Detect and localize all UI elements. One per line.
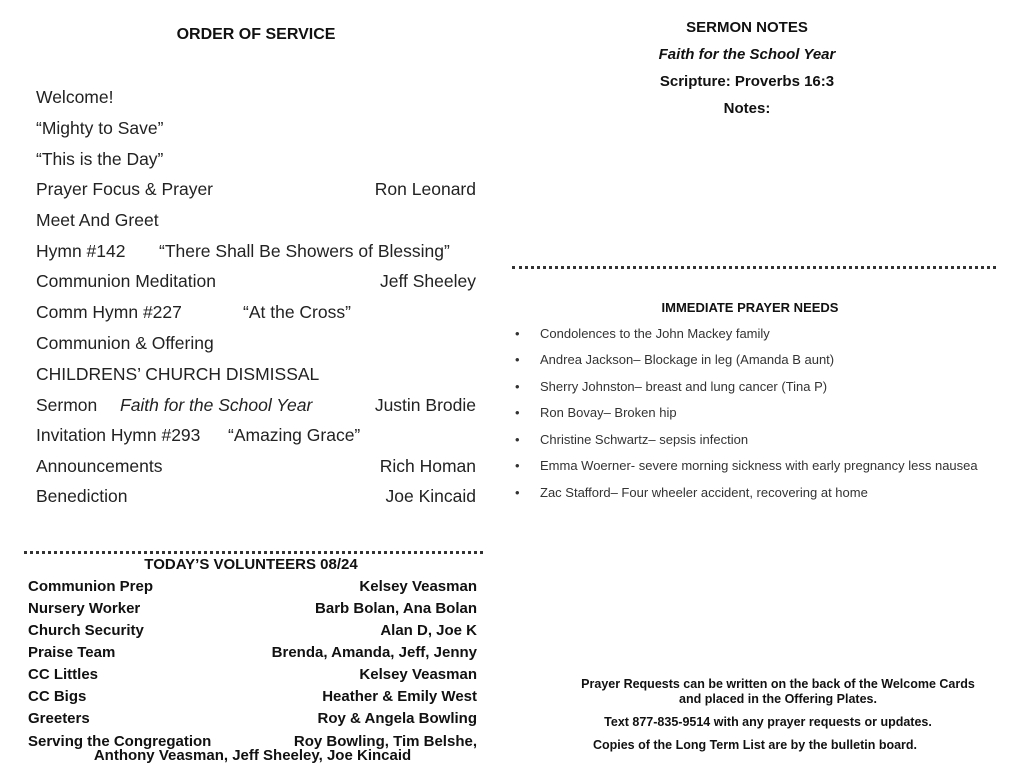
- bullet-icon: •: [515, 326, 520, 341]
- volunteer-role: Serving the Congregation: [28, 733, 212, 750]
- service-item: [36, 271, 476, 295]
- volunteer-role: CC Littles: [28, 666, 99, 683]
- service-item-leader: Joe Kincaid: [385, 486, 476, 506]
- volunteer-row: [28, 600, 477, 620]
- order-of-service-title: ORDER OF SERVICE: [176, 26, 336, 43]
- volunteer-role: CC Bigs: [28, 688, 87, 705]
- service-item-label: Communion Meditation: [36, 271, 216, 291]
- service-item-song: “Amazing Grace”: [228, 425, 361, 445]
- volunteer-names: Heather & Emily West: [322, 688, 477, 705]
- prayer-need-text: Emma Woerner- severe morning sickness with early pregnancy less nausea: [540, 458, 978, 473]
- prayer-needs-title: IMMEDIATE PRAYER NEEDS: [661, 300, 839, 315]
- service-item-label: Hymn #142: [36, 241, 126, 261]
- prayer-need-item: [515, 405, 677, 423]
- sermon-subtitle: Faith for the School Year: [658, 46, 836, 63]
- prayer-need-item: [515, 379, 827, 397]
- service-item-label: Benediction: [36, 486, 128, 506]
- service-item-leader: Jeff Sheeley: [380, 271, 476, 291]
- service-item-song: “At the Cross”: [243, 302, 351, 322]
- service-item-label: Welcome!: [36, 87, 114, 107]
- footer-line: Prayer Requests can be written on the back of the Welcome Cards: [581, 677, 975, 691]
- footer-copies-line: Copies of the Long Term List are by the bulletin board.: [592, 738, 918, 752]
- service-item-leader: Rich Homan: [379, 456, 476, 476]
- volunteer-names: Barb Bolan, Ana Bolan: [315, 600, 477, 617]
- service-item: [36, 118, 476, 142]
- service-item-label: Prayer Focus & Prayer: [36, 179, 213, 199]
- bullet-icon: •: [515, 458, 520, 473]
- volunteer-role: Communion Prep: [28, 578, 154, 595]
- service-item: [36, 210, 476, 234]
- service-item: [36, 486, 476, 510]
- service-item-sermon-title: Faith for the School Year: [120, 395, 313, 415]
- service-item: [36, 87, 476, 111]
- bullet-icon: •: [515, 379, 520, 394]
- dotted-divider: [512, 266, 996, 269]
- footer-line: and placed in the Offering Plates.: [679, 692, 877, 706]
- service-item: [36, 333, 476, 357]
- service-item: [36, 179, 476, 203]
- service-item: [36, 395, 476, 419]
- dotted-divider: [24, 551, 483, 554]
- bullet-icon: •: [515, 485, 520, 500]
- prayer-need-text: Ron Bovay– Broken hip: [540, 405, 677, 420]
- sermon-scripture: Scripture: Proverbs 16:3: [659, 73, 835, 90]
- service-item-label: Announcements: [36, 456, 163, 476]
- volunteer-names: Roy Bowling, Tim Belshe,: [293, 733, 477, 750]
- bullet-icon: •: [515, 432, 520, 447]
- service-item-leader: Justin Brodie: [374, 395, 476, 415]
- prayer-need-text: Sherry Johnston– breast and lung cancer (Tina P): [540, 379, 828, 394]
- volunteer-row: [28, 622, 477, 642]
- volunteer-names-continued: Anthony Veasman, Jeff Sheeley, Joe Kincaid: [93, 747, 412, 764]
- prayer-need-item: [515, 458, 978, 476]
- volunteer-names: Alan D, Joe K: [380, 622, 477, 639]
- service-item-label: Meet And Greet: [36, 210, 159, 230]
- volunteer-names: Kelsey Veasman: [359, 666, 477, 683]
- prayer-need-item: [515, 326, 770, 344]
- volunteer-row: [28, 710, 477, 730]
- service-item: [36, 456, 476, 480]
- volunteers-title: TODAY’S VOLUNTEERS 08/24: [144, 556, 358, 573]
- sermon-notes-label: Notes:: [723, 100, 771, 117]
- prayer-need-item: [515, 432, 748, 450]
- volunteer-names: Brenda, Amanda, Jeff, Jenny: [271, 644, 477, 661]
- volunteer-role: Church Security: [28, 622, 144, 639]
- footer-text-line: Text 877-835-9514 with any prayer requests or updates.: [604, 715, 932, 729]
- volunteer-row: [28, 644, 477, 664]
- volunteer-names: Roy & Angela Bowling: [317, 710, 477, 727]
- service-item-label: “Mighty to Save”: [36, 118, 164, 138]
- volunteer-role: Praise Team: [28, 644, 116, 661]
- service-item-label: Comm Hymn #227: [36, 302, 182, 322]
- service-item-label: Communion & Offering: [36, 333, 214, 353]
- prayer-need-text: Condolences to the John Mackey family: [540, 326, 770, 341]
- service-item: [36, 241, 476, 265]
- service-item: [36, 302, 476, 326]
- volunteer-role: Greeters: [28, 710, 90, 727]
- volunteer-role: Nursery Worker: [28, 600, 141, 617]
- prayer-need-item: [515, 485, 868, 503]
- prayer-need-text: Christine Schwartz– sepsis infection: [540, 432, 749, 447]
- volunteer-names: Kelsey Veasman: [359, 578, 477, 595]
- bullet-icon: •: [515, 352, 520, 367]
- sermon-notes-title: SERMON NOTES: [686, 19, 808, 36]
- service-item: [36, 149, 476, 173]
- service-item-leader: Ron Leonard: [374, 179, 476, 199]
- service-item-label: Sermon: [36, 395, 98, 415]
- service-item-label: “This is the Day”: [36, 149, 164, 169]
- volunteer-row: [28, 578, 477, 598]
- service-item-label: CHILDRENS’ CHURCH DISMISSAL: [36, 364, 320, 384]
- service-item-song: “There Shall Be Showers of Blessing”: [159, 241, 450, 261]
- prayer-need-text: Andrea Jackson– Blockage in leg (Amanda B aunt): [540, 352, 835, 367]
- volunteer-row: [28, 688, 477, 708]
- service-item: [36, 364, 476, 388]
- service-item: [36, 425, 476, 449]
- prayer-need-item: [515, 352, 834, 370]
- volunteer-row: [28, 666, 477, 686]
- service-item-label: Invitation Hymn #293: [36, 425, 201, 445]
- prayer-need-text: Zac Stafford– Four wheeler accident, recovering at home: [540, 485, 868, 500]
- bullet-icon: •: [515, 405, 520, 420]
